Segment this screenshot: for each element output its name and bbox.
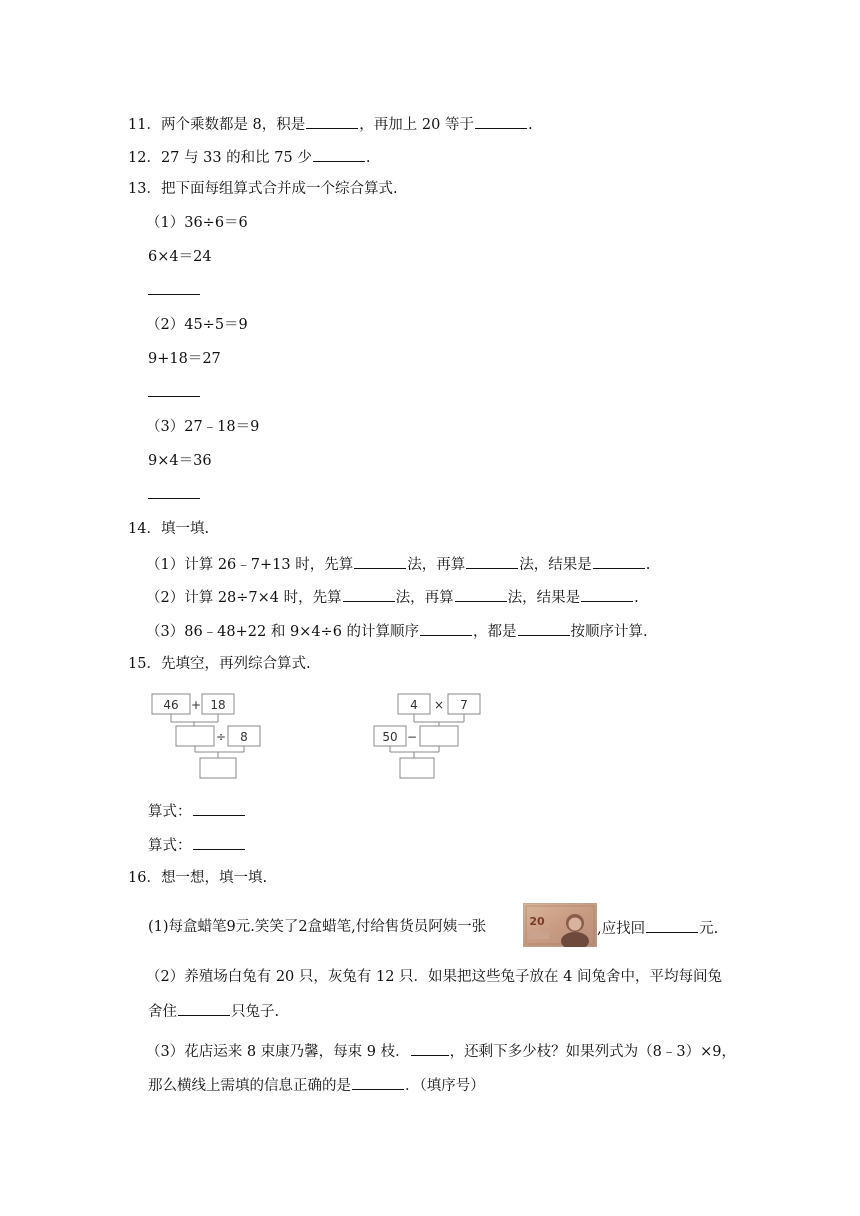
q13-part1-expr-b: 6×4＝24	[148, 249, 212, 265]
diagram-answer-box[interactable]	[420, 726, 458, 746]
diagram-answer-box[interactable]	[200, 758, 236, 778]
q13-part1-expr-a: （1）36÷6＝6	[146, 215, 248, 231]
q13-part3-expr-a: （3）27﹣18＝9	[146, 419, 260, 435]
banknote-denomination: 20	[529, 915, 545, 928]
answer-blank[interactable]	[646, 918, 698, 933]
answer-blank[interactable]	[411, 1041, 449, 1056]
diagram-operator: −	[406, 730, 418, 744]
q13-part1-answer[interactable]	[148, 282, 200, 300]
q16-part2-a: （2）养殖场白兔有 20 只，灰兔有 12 只．如果把这些兔子放在 4 间兔舍中，平均每间兔	[146, 969, 723, 985]
q16-part1-a: (1)每盒蜡笔9元.笑笑了2盒蜡笔,付给售货员阿姨一张	[148, 919, 487, 935]
answer-blank[interactable]	[593, 554, 645, 569]
answer-blank[interactable]	[306, 114, 358, 129]
diagram-number: 50	[382, 730, 398, 744]
question-15-title: 15．先填空，再列综合算式.	[128, 656, 311, 672]
diagram-number: 18	[210, 698, 226, 712]
q13-part3-expr-b: 9×4＝36	[148, 453, 212, 469]
diagram-answer-box[interactable]	[400, 758, 434, 778]
question-14-title: 14．填一填.	[128, 521, 210, 537]
q16-part3-a: （3）花店运来 8 束康乃馨，每束 9 枝． ，还剩下多少枝？如果列式为（8﹣3）×9，	[146, 1041, 736, 1061]
question-number: 11．	[128, 117, 161, 133]
diagram-number: 46	[163, 698, 179, 712]
flow-diagram-2	[370, 688, 490, 784]
question-13-title: 13．把下面每组算式合并成一个综合算式.	[128, 181, 398, 197]
diagram-operator: ×	[433, 698, 445, 712]
question-12: 12．27 与 33 的和比 75 少 .	[128, 147, 370, 167]
flow-diagram-1	[148, 688, 268, 784]
q13-part2-expr-b: 9+18＝27	[148, 351, 221, 367]
question-number: 14．	[128, 521, 161, 537]
q15-formula-1: 算式：	[148, 801, 246, 821]
diagram-number: 7	[460, 698, 468, 712]
q14-part1: （1）计算 26﹣7+13 时，先算 法，再算 法，结果是 .	[146, 554, 650, 574]
answer-blank[interactable]	[475, 114, 527, 129]
answer-blank[interactable]	[466, 554, 518, 569]
answer-blank[interactable]	[518, 621, 570, 636]
question-number: 15．	[128, 656, 161, 672]
diagram-number: 8	[240, 730, 248, 744]
q13-part2-answer[interactable]	[148, 384, 200, 402]
q15-formula-2: 算式：	[148, 835, 246, 855]
question-number: 16．	[128, 870, 161, 886]
q14-part2: （2）计算 28÷7×4 时，先算 法，再算 法，结果是 .	[146, 587, 639, 607]
question-11: 11．两个乘数都是 8，积是 ，再加上 20 等于 .	[128, 114, 533, 134]
answer-blank[interactable]	[455, 587, 507, 602]
answer-blank[interactable]	[193, 801, 245, 816]
q16-part3-b: 那么横线上需填的信息正确的是 ．（填序号）	[148, 1075, 485, 1095]
answer-blank[interactable]	[178, 1001, 230, 1016]
diagram-answer-box[interactable]	[176, 726, 214, 746]
banknote-20-yuan-image	[523, 903, 597, 947]
q14-part3: （3）86﹣48+22 和 9×4÷6 的计算顺序 ，都是 按顺序计算.	[146, 621, 648, 641]
answer-blank[interactable]	[354, 554, 406, 569]
answer-blank[interactable]	[352, 1075, 404, 1090]
q13-part2-expr-a: （2）45÷5＝9	[146, 317, 248, 333]
q16-part2-b: 舍住 只兔子.	[148, 1001, 279, 1021]
q16-part1-b: ,应找回 元.	[597, 918, 718, 938]
answer-blank[interactable]	[420, 621, 472, 636]
answer-blank[interactable]	[313, 147, 365, 162]
answer-blank[interactable]	[581, 587, 633, 602]
question-16-title: 16．想一想，填一填.	[128, 870, 268, 886]
diagram-operator: +	[190, 698, 202, 712]
answer-blank[interactable]	[343, 587, 395, 602]
q13-part3-answer[interactable]	[148, 486, 200, 504]
question-number: 13．	[128, 181, 161, 197]
diagram-number: 4	[410, 698, 418, 712]
diagram-operator: ÷	[215, 730, 227, 744]
question-number: 12．	[128, 150, 161, 166]
answer-blank[interactable]	[193, 835, 245, 850]
